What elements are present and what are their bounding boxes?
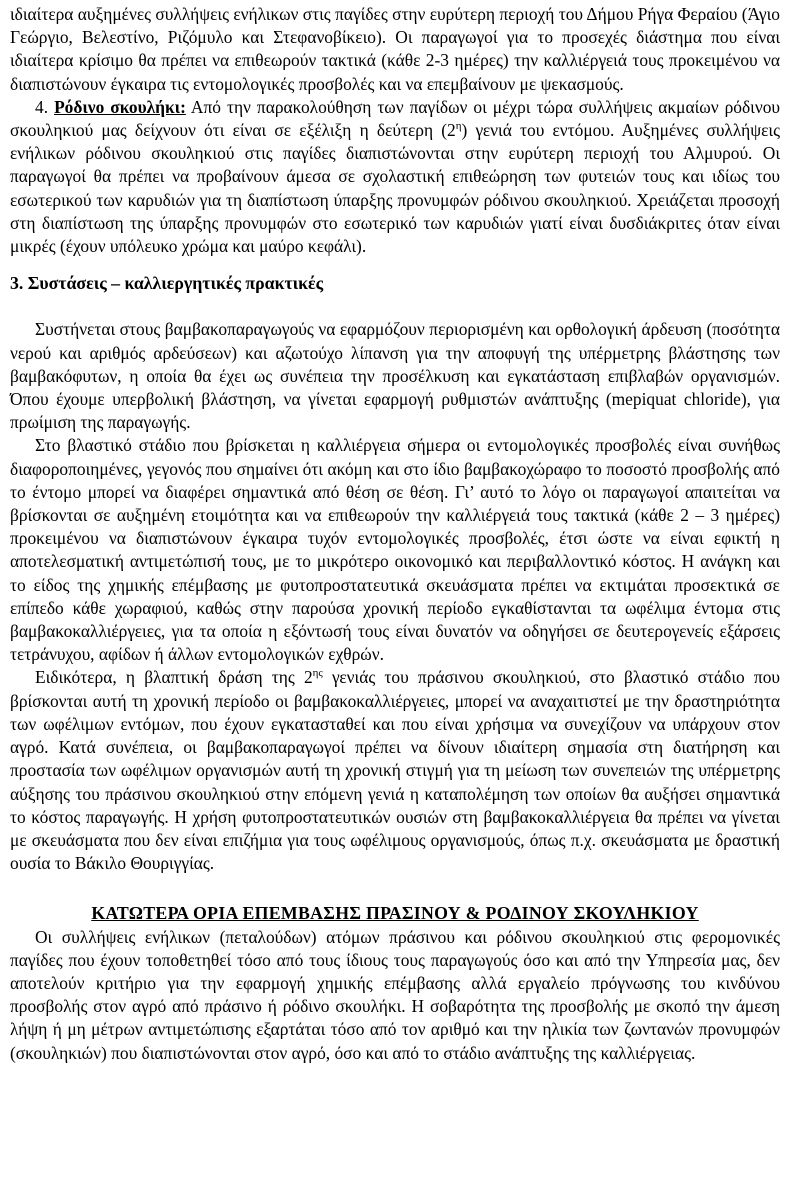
paragraph-rodino-skouliki: 4. Ρόδινο σκουλήκι: Από την παρακολούθηση των παγίδων οι μέχρι τώρα συλλήψεις ακμαίων ρόδινου σκουληκιού μας δείχνουν ότι είναι σε εξέλιξη η δεύτερη $(2^\eta)$ γενιά του εντόμου. Αυξημένες συλλήψεις ενήλικων ρόδινου σκουληκιού στις παγίδες διαπιστώνονται στην ευρύτερη περιοχή του Αλμυρού. Οι παραγωγοί θα πρέπει να προβαίνουν άμεσα σε σχολαστική επιθεώρηση των φυτειών τους και ιδίως του εσωτερικού των καρυδιών για τη διαπίστωση ύπαρξης προνυμφών ρόδινου σκουληκιού. Χρειάζεται προσοχή στη διαπίστωση της ύπαρξης προνυμφών στο εσωτερικό των καρυδιών γιατί είναι δυσδιάκριτες όταν είναι μικρές (έχουν υπόλευκο χρώμα και μαύρο κεφάλι).: [10, 96, 780, 257]
paragraph-intervention-thresholds: Οι συλλήψεις ενήλικων (πεταλούδων) ατόμων πράσινου και ρόδινου σκουληκιού στις φερομονικές παγίδες που έχουν τοποθετηθεί τόσο από τους ίδιους τους παραγωγούς όσο και από την Υπηρεσία μας, δεν αποτελούν κριτήριο για την εφαρμογή χημικής επέμβασης αλλά εργαλείο πρόγνωσης του κινδύνου προσβολής στον αγρό από πράσινο ή ρόδινο σκουλήκι. Η σοβαρότητα της προσβολής με σκοπό την άμεση λήψη ή μη μέτρων αντιμετώπισης εξαρτάται τόσο από τον αριθμό και την ηλικία των ζωντανών προνυμφών (σκουληκιών) που διαπιστώνονται στον αγρό, όσο και από το στάδιο ανάπτυξης της καλλιέργειας.: [10, 926, 780, 1063]
section-heading-systaseis: 3. Συστάσεις – καλλιεργητικές πρακτικές: [10, 273, 324, 294]
paragraph-irrigation-recommendations: Συστήνεται στους βαμβακοπαραγωγούς να εφαρμόζουν περιορισμένη και ορθολογική άρδευση (ποσότητα νερού και αριθμός αρδεύσεων) και αζωτούχο λίπανση για την αποφυγή της υπέρμετρης βλάστησης των βαμβακόφυτων, η οποία θα έχει ως συνέπεια την προσέλκυση και εγκατάσταση επιβλαβών οργανισμών. Όπου έχουμε υπερβολική βλάστηση, να γίνεται εφαρμογή ρυθμιστών ανάπτυξης (mepiquat chloride), για πρωίμιση της παραγωγής.: [10, 319, 780, 433]
paragraph-trap-catches-riga-feraiou: ιδιαίτερα αυξημένες συλλήψεις ενήλικων στις παγίδες στην ευρύτερη περιοχή του Δήμου Ρήγα Φεραίου (Άγιο Γεώργιο, Βελεστίνο, Ριζόμυλο και Στεφανοβίκειο). Οι παραγωγοί για το προσεχές διάστημα που είναι ιδιαίτερα κρίσιμο θα πρέπει να επιθεωρούν τακτικά (κάθε 2-3 ημέρες) την καλλιέργειά τους προκειμένου να διαπιστώνουν έγκαιρα τις εντομολογικές προσβολές και να επεμβαίνουν με ψεκασμούς.: [10, 4, 780, 94]
section-heading-katotera-oria-epemvasis: ΚΑΤΩΤΕΡΑ ΟΡΙΑ ΕΠΕΜΒΑΣΗΣ ΠΡΑΣΙΝΟΥ & ΡΟΔΙΝΟΥ ΣΚΟΥΛΗΚΙΟΥ: [91, 903, 699, 924]
paragraph-beneficial-insects: Ειδικότερα, η βλαπτική δράση της $2^{\eta\varsigma}$ γενιάς του πράσινου σκουληκιού, στο βλαστικό στάδιο που βρίσκονται αυτή τη χρονική περίοδο οι βαμβακοκαλλιέργειες, μπορεί να αναχαιτιστεί με την δραστηριότητα των ωφέλιμων εντόμων, που έχουν εγκατασταθεί και που είναι χρήσιμα να συνεχίζουν να υπάρχουν στον αγρό. Κατά συνέπεια, οι βαμβακοπαραγωγοί πρέπει να δίνουν ιδιαίτερη σημασία στη διατήρηση και προστασία των ωφέλιμων οργανισμών αυτή τη χρονική στιγμή για τη μείωση των συνεπειών της υπέρμετρης αύξησης του πράσινου σκουληκιού στην επόμενη γενιά η καταπολέμηση των οποίων θα αυξήσει σημαντικά το κόστος παραγωγής. Η χρήση φυτοπροστατευτικών ουσιών στη βαμβακοκαλλιέργεια θα πρέπει να γίνεται με σκευάσματα που δεν είναι επιζήμια για τους ωφέλιμους οργανισμούς, όπως π.χ. σκευάσματα με δραστική ουσία το Βάκιλο Θουριγγίας.: [10, 667, 781, 874]
paragraph-growth-stage-inspection: Στο βλαστικό στάδιο που βρίσκεται η καλλιέργεια σήμερα οι εντομολογικές προσβολές είναι συνήθως διαφοροποιημένες, γεγονός που σημαίνει ότι ακόμη και στο ίδιο βαμβακοχώραφο το ποσοστό προσβολής από το έντομο μπορεί να διαφέρει σημαντικά από θέση σε θέση. Γι’ αυτό το λόγο οι παραγωγοί απαιτείται να βρίσκονται σε αυξημένη ετοιμότητα και να επιθεωρούν την καλλιέργειά τους τακτικά (κάθε 2 – 3 ημέρες) προκειμένου να διαπιστώνουν έγκαιρα τυχόν εντομολογικές προσβολές, έτσι ώστε να είναι εφικτή η αποτελεσματική αντιμετώπισή τους, με το μικρότερο οικονομικό και περιβαλλοντικό κόστος. Η ανάγκη και το είδος της χημικής επέμβασης με φυτοπροστατευτικά σκευάσματα πρέπει να εκτιμάται προσεκτικά σε επίπεδο κάθε χωραφιού, καθώς στην παρούσα χρονική περίοδο εγκαθίστανται τα ωφέλιμα έντομα στις βαμβακοκαλλιέργειες, για τα οποία η εξόντωσή τους είναι δυνατόν να οδηγήσει σε δευτερογενείς εξάρσεις τετράνυχου, αφίδων ή άλλων εντομολογικών εχθρών.: [10, 435, 780, 665]
